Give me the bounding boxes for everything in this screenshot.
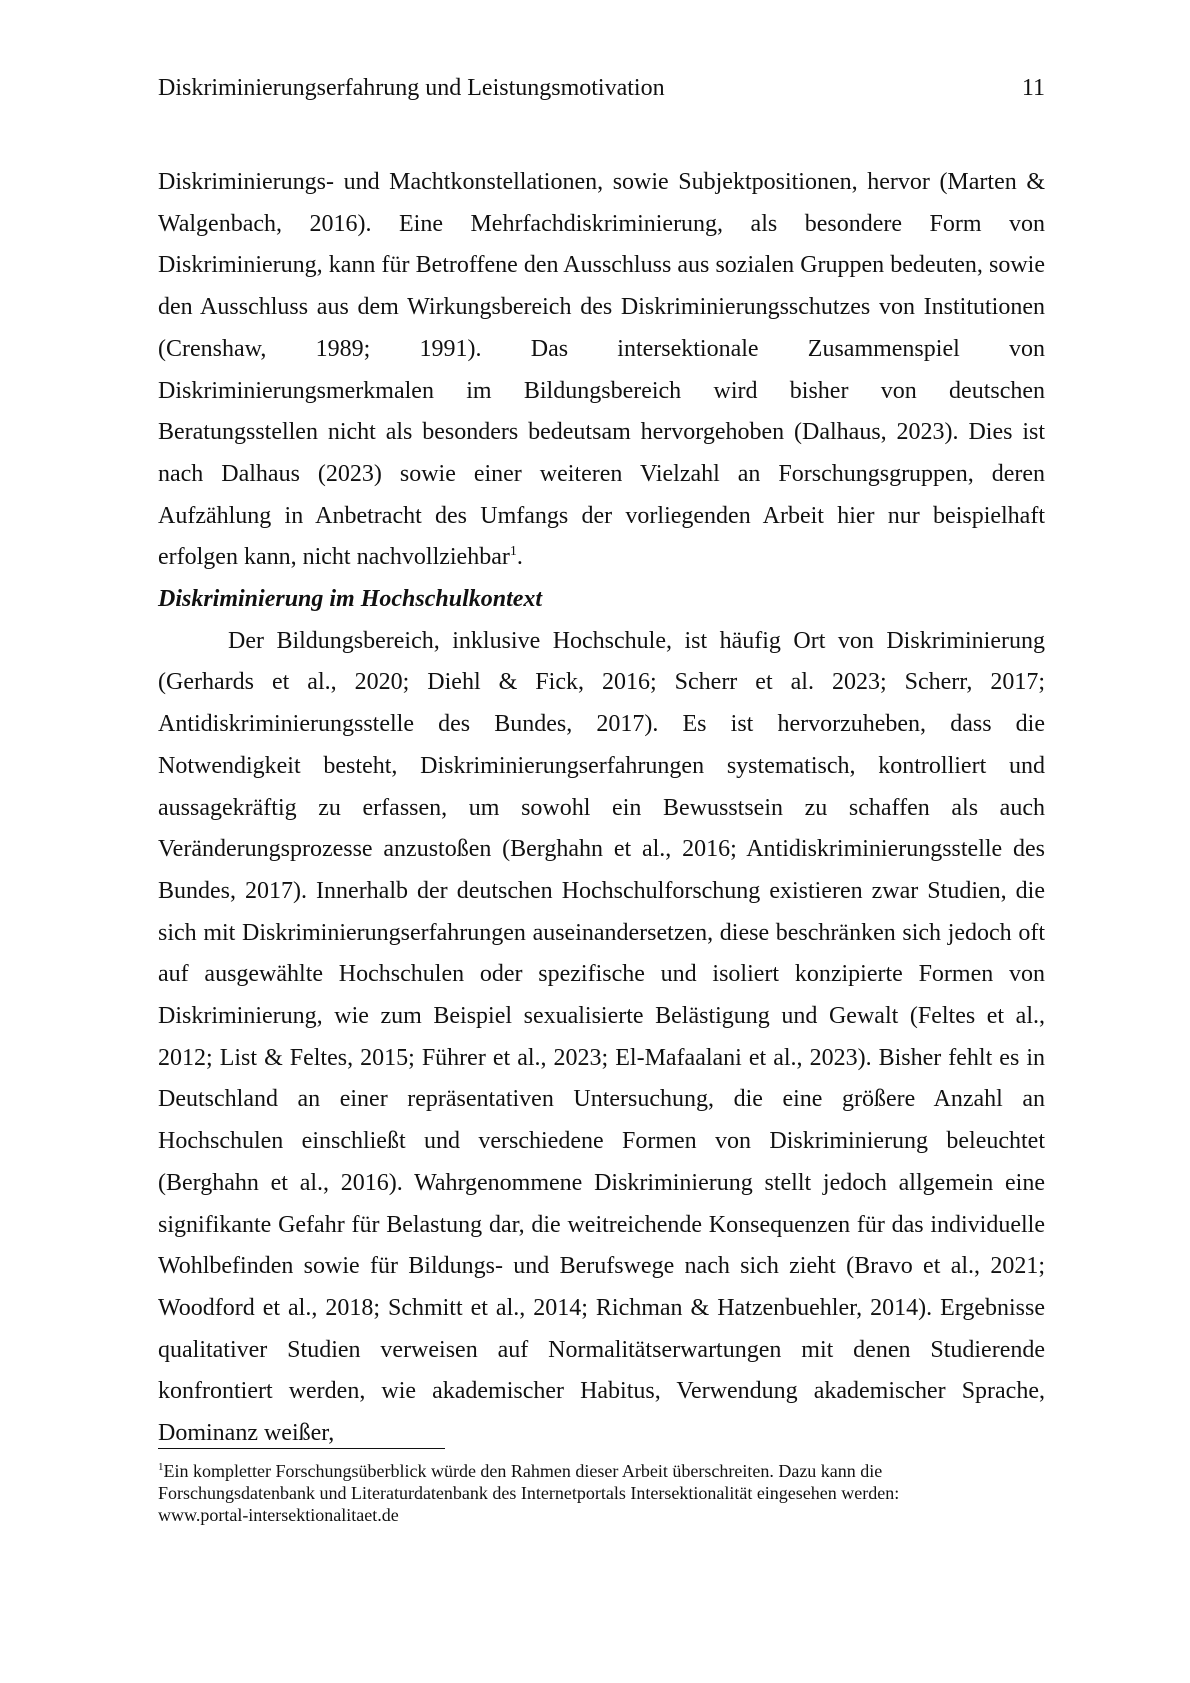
footnote-marker-inline: 1 xyxy=(509,544,517,560)
paragraph-1-end: . xyxy=(516,544,523,571)
footnote-line-1 xyxy=(158,1460,1045,1482)
footnote xyxy=(158,1460,1045,1526)
footnote-divider xyxy=(158,1448,445,1449)
body-paragraph-1 xyxy=(158,162,1045,579)
footnote-line-2: Forschungsdatenbank und Literaturdatenbank des Internetportals Intersektionalität eingesehen werden: xyxy=(158,1483,900,1503)
footnote-text-1: Ein kompletter Forschungsüberblick würde den Rahmen dieser Arbeit überschreiten. Dazu kann die xyxy=(163,1461,883,1481)
page-number: 11 xyxy=(1021,75,1045,101)
running-header xyxy=(158,72,1045,104)
footnote-marker: 1 xyxy=(158,1461,164,1473)
body-paragraph-2: Der Bildungsbereich, inklusive Hochschule, ist häufig Ort von Diskriminierung (Gerhards et al., 2020; Diehl & Fick, 2016; Scherr et al. 2023; Scherr, 2017; Antidiskriminierungsstelle des Bundes, 2017). Es ist hervorzuheben, dass die Notwendigkeit besteht, Diskriminierungserfahrungen systematisch, kontrolliert und aussagekräftig zu erfassen, um sowohl ein Bewusstsein zu schaffen als auch Veränderungsprozesse anzustoßen (Berghahn et al., 2016; Antidiskriminierungsstelle des Bundes, 2017). Innerhalb der deutschen Hochschulforschung existieren zwar Studien, die sich mit Diskriminierungserfahrungen auseinandersetzen, diese beschränken sich jedoch oft auf ausgewählte Hochschulen oder spezifische und isoliert konzipierte Formen von Diskriminierung, wie zum Beispiel sexualisierte Belästigung und Gewalt (Feltes et al., 2012; List & Feltes, 2015; Führer et al., 2023; El-Mafaalani et al., 2023). Bisher fehlt es in Deutschland an einer repräsentativen Untersuchung, die eine größere Anzahl an Hochschulen einschließt und verschiedene Formen von Diskriminierung beleuchtet (Berghahn et al., 2016). Wahrgenommene Diskriminierung stellt jedoch allgemein eine signifikante Gefahr für Belastung dar, die weitreichende Konsequenzen für das individuelle Wohlbefinden sowie für Bildungs- und Berufswege nach sich zieht (Bravo et al., 2021; Woodford et al., 2018; Schmitt et al., 2014; Richman & Hatzenbuehler, 2014). Ergebnisse qualitativer Studien verweisen auf Normalitätserwartungen mit denen Studierende konfrontiert werden, wie akademischer Habitus, Verwendung akademischer Sprache, Dominanz weißer, xyxy=(158,627,1045,1447)
section-heading: Diskriminierung im Hochschulkontext xyxy=(158,586,543,613)
running-title: Diskriminierungserfahrung und Leistungsmotivation xyxy=(158,75,665,101)
paragraph-1-text: Diskriminierungs- und Machtkonstellationen, sowie Subjektpositionen, hervor (Marten & Walgenbach, 2016). Eine Mehrfachdiskriminierung, als besondere Form von Diskriminierung, kann für Betroffene den Ausschluss aus sozialen Gruppen bedeuten, sowie den Ausschluss aus dem Wirkungsbereich des Diskriminierungsschutzes von Institutionen (Crenshaw, 1989; 1991). Das intersektionale Zusammenspiel von Diskriminierungsmerkmalen im Bildungsbereich wird bisher von deutschen Beratungsstellen nicht als besonders bedeutsam hervorgehoben (Dalhaus, 2023). Dies ist nach Dalhaus (2023) sowie einer weiteren Vielzahl an Forschungsgruppen, deren Aufzählung in Anbetracht des Umfangs der vorliegenden Arbeit hier nur beispielhaft erfolgen kann, nicht nachvollziehbar xyxy=(158,169,1045,571)
footnote-line-3: www.portal-intersektionalitaet.de xyxy=(158,1505,399,1525)
main-text xyxy=(158,162,1045,1455)
